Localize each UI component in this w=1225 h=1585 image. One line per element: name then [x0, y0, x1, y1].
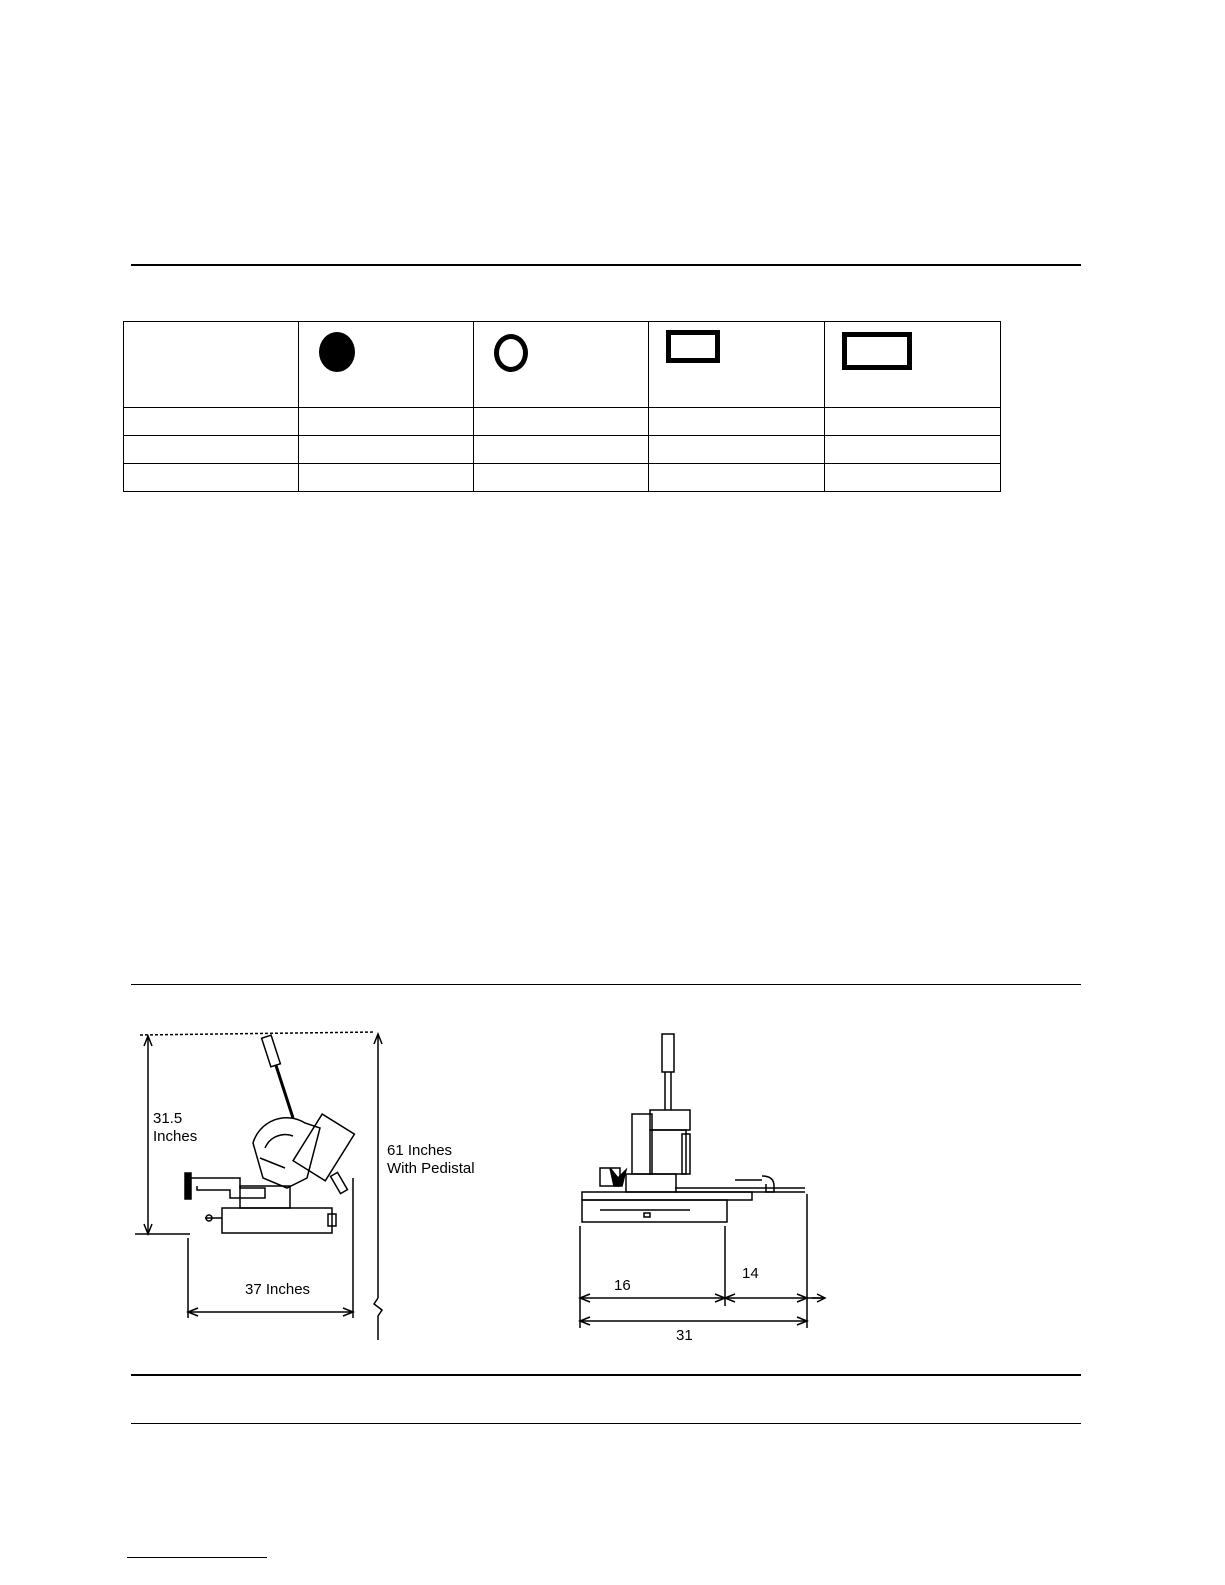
table-header-cell	[825, 322, 1001, 408]
table-cell	[299, 408, 474, 436]
table-row	[124, 464, 1001, 492]
table-header-cell	[474, 322, 649, 408]
motor-housing	[293, 1114, 354, 1181]
table-cell	[825, 436, 1001, 464]
rectangle-tube-icon	[842, 332, 912, 370]
table-cell	[649, 436, 825, 464]
right-width-label: 14	[742, 1265, 759, 1282]
table-header-row	[124, 322, 1001, 408]
table-cell	[124, 408, 299, 436]
motor-housing	[650, 1130, 686, 1174]
table-cell	[649, 408, 825, 436]
left-width-label: 16	[614, 1277, 631, 1294]
table-cell	[474, 464, 649, 492]
saw-handle	[662, 1034, 674, 1072]
table-row	[124, 408, 1001, 436]
front-view-drawing	[570, 1028, 860, 1346]
saw-base	[582, 1200, 727, 1222]
section-divider-bottom	[131, 1423, 1081, 1424]
table-cell	[474, 408, 649, 436]
height-label: 31.5	[153, 1110, 183, 1127]
section-divider-middle	[131, 984, 1081, 985]
table-header-cell	[649, 322, 825, 408]
table-header-blank	[124, 322, 299, 408]
square-tube-icon	[666, 330, 720, 363]
round-tube-icon	[494, 334, 528, 372]
table-cell	[649, 464, 825, 492]
depth-label: 37 Inches	[245, 1281, 311, 1298]
table-cell	[825, 464, 1001, 492]
saw-base	[222, 1208, 332, 1233]
table-cell	[124, 436, 299, 464]
total-width-label: 31	[676, 1327, 693, 1344]
side-view-drawing	[135, 1028, 475, 1343]
section-divider-lower	[131, 1374, 1081, 1376]
table-header-cell	[299, 322, 474, 408]
solid-round-icon	[319, 332, 355, 372]
table-row	[124, 436, 1001, 464]
overall-height-label: 61 Inches	[387, 1142, 453, 1159]
footnote-rule	[127, 1557, 267, 1558]
table-cell	[825, 408, 1001, 436]
table-cell	[124, 464, 299, 492]
table-cell	[299, 436, 474, 464]
section-divider-top	[131, 264, 1081, 266]
height-unit-label: Inches	[153, 1128, 198, 1145]
blade-guard	[253, 1118, 320, 1188]
overall-height-note: With Pedistal	[387, 1160, 475, 1177]
table-cell	[474, 436, 649, 464]
cutting-capacity-table	[123, 321, 1001, 492]
table-cell	[299, 464, 474, 492]
